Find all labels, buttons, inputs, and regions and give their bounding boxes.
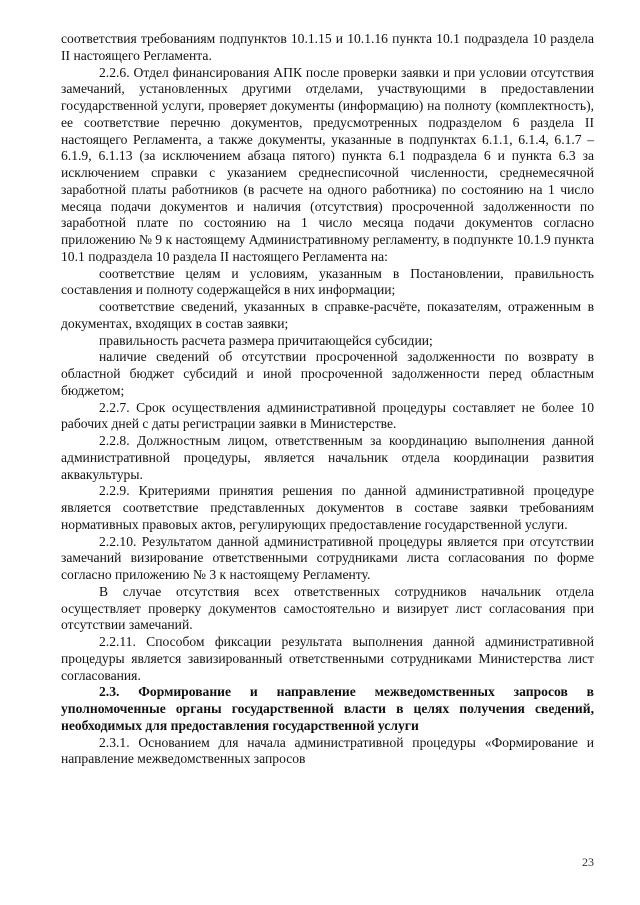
paragraph-criterion-debt: наличие сведений об отсутствии просроченной задолженности по возврату в областной бюджет субсидий и иной просроченной задолженности перед областным бюджетом; [61, 349, 594, 398]
paragraph-continuation: соответствия требованиям подпунктов 10.1.15 и 10.1.16 пункта 10.1 подраздела 10 раздела II настоящего Регламента. [61, 31, 594, 63]
paragraph-criterion-data: соответствие сведений, указанных в справке-расчёте, показателям, отраженным в документах, входящих в состав заявки; [61, 299, 594, 331]
paragraph-2-2-6: 2.2.6. Отдел финансирования АПК после проверки заявки и при условии отсутствия замечаний, установленных другими отделами, участвующими в предоставлении государственной услуги, проверяет документы (информацию) на полноту (комплектность), ее соответствие перечню документов, предусмотренных подразделом 6 раздела II настоящего Регламента, а также документы, указанные в подпунктах 6.1.1, 6.1.4, 6.1.7 – 6.1.9, 6.1.13 (за исключением абзаца пятого) пункта 6.1 подраздела 6 и пункта 6.3 за исключением справки с указанием среднесписочной численности, среднемесячной заработной платы работников (в расчете на одного работника) по состоянию на 1 число месяца подачи документов и наличия (отсутствия) просроченной задолженности по заработной плате по состоянию на 1 число месяца подачи документов согласно приложению № 9 к настоящему Административному регламенту, в подпункте 10.1.9 пункта 10.1 подраздела 10 раздела II настоящего Регламента на: [61, 64, 595, 264]
document-body [61, 31, 594, 768]
paragraph-2-2-10: 2.2.10. Результатом данной административной процедуры является при отсутствии замечаний визирование ответственными сотрудниками листа согласования по форме согласно приложению № 3 к настоящему Регламенту. [61, 533, 594, 582]
paragraph-criterion-calc: правильность расчета размера причитающейся субсидии; [99, 332, 433, 348]
paragraph-2-2-8: 2.2.8. Должностным лицом, ответственным за координацию выполнения данной административной процедуры, является начальник отдела координации развития аквакультуры. [61, 433, 594, 482]
paragraph-2-3-1: 2.3.1. Основанием для начала административной процедуры «Формирование и направление межведомственных запросов [61, 734, 594, 767]
paragraph-absence-case: В случае отсутствия всех ответственных сотрудников начальник отдела осуществляет проверку документов самостоятельно и визирует лист согласования при отсутствии замечаний. [61, 583, 594, 633]
paragraph-2-2-11: 2.2.11. Способом фиксации результата выполнения данной административной процедуры является завизированный ответственными сотрудниками Министерства лист согласования. [61, 634, 594, 683]
paragraph-2-2-9: 2.2.9. Критериями принятия решения по данной административной процедуре является соответствие представленных документов в составе заявки требованиям нормативных правовых актов, регулирующих предоставление государственной услуги. [61, 483, 594, 532]
paragraph-criterion-goals: соответствие целям и условиям, указанным в Постановлении, правильность составления и полноту содержащейся в них информации; [61, 265, 594, 298]
page-number: 23 [582, 855, 594, 869]
paragraph-2-2-7: 2.2.7. Срок осуществления административной процедуры составляет не более 10 рабочих дней с даты регистрации заявки в Министерстве. [61, 399, 594, 432]
section-heading-2-3: 2.3. Формирование и направление межведомственных запросов в уполномоченные органы государственной власти в целях получения сведений, необходимых для предоставления государственной услуги [61, 684, 594, 733]
